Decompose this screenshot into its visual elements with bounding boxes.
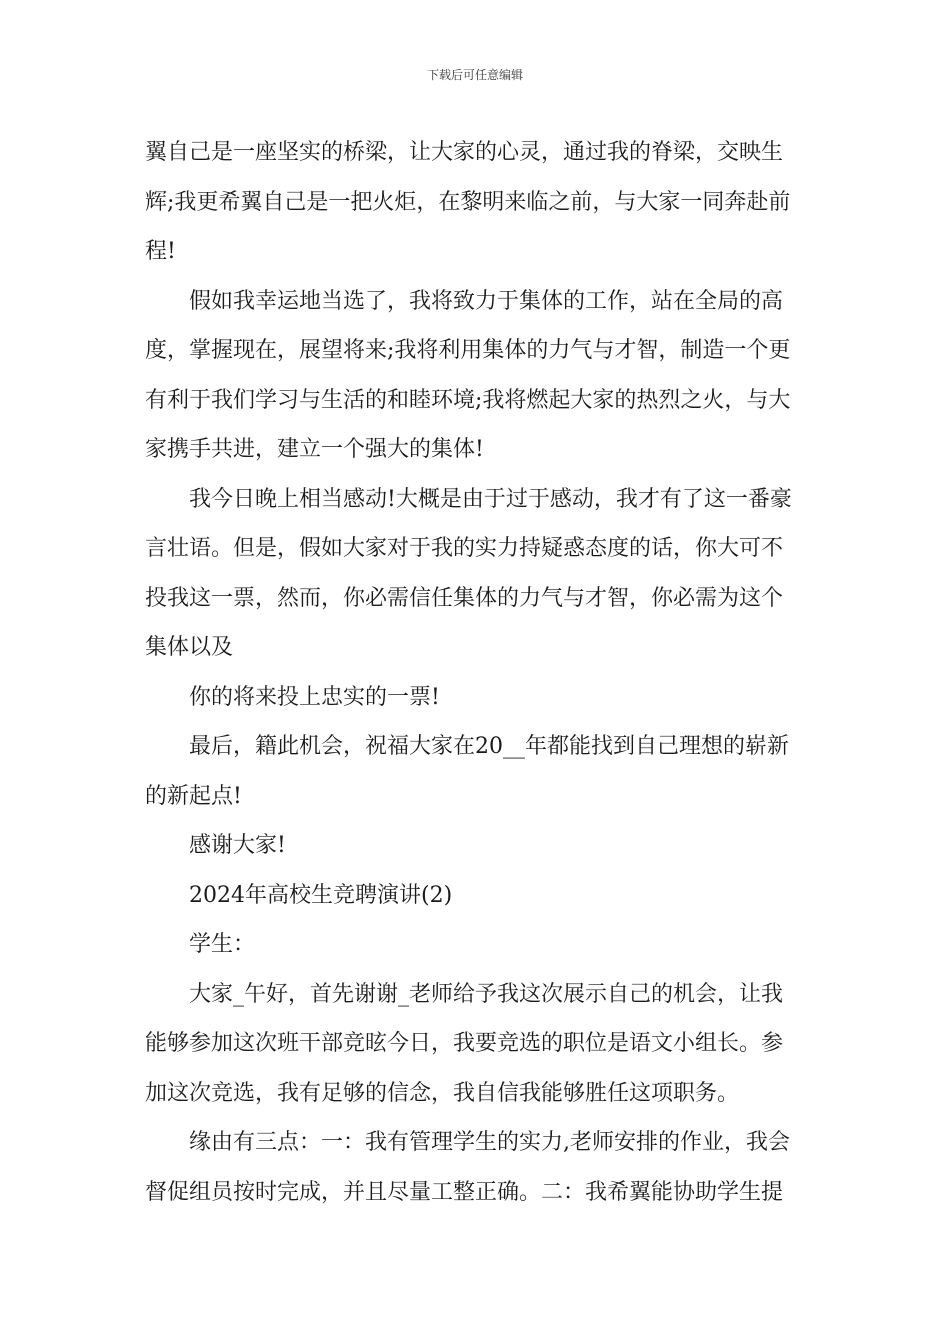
text-line: 言壮语。但是，假如大家对于我的实力持疑惑态度的话，你大可不 — [145, 536, 784, 561]
text-line: 程! — [145, 239, 176, 264]
text-line: 感谢大家! — [189, 833, 286, 858]
salutation — [145, 920, 807, 970]
text-line: 能够参加这次班干部竞昡今日，我要竞选的职位是语文小组长。参 — [145, 1031, 784, 1056]
text-line: 2024年高校生竞聘演讲(2) — [189, 882, 453, 908]
text-line: 的新起点! — [145, 783, 242, 809]
text-line: 假如我幸运地当选了，我将致力于集体的工作，站在全局的高 — [189, 288, 784, 314]
paragraph — [145, 277, 807, 475]
text-line: 家携手共进，建立一个强大的集体! — [145, 437, 484, 462]
paragraph — [145, 821, 807, 871]
paragraph — [145, 722, 807, 821]
document-body — [145, 128, 807, 1217]
text-line: 加这次竞选，我有足够的信念，我自信我能够胜任这项职务。 — [145, 1080, 740, 1106]
paragraph — [145, 1118, 807, 1217]
text-line: 我今日晚上相当感动!大概是由于过于感动，我才有了这一番豪 — [189, 486, 792, 512]
text-line: 集体以及 — [145, 635, 234, 660]
paragraph — [145, 673, 807, 723]
text-line: 度，掌握现在，展望将来;我将利用集体的力气与才智，制造一个更 — [145, 338, 791, 363]
text-line: 你的将来投上忠实的一票! — [189, 684, 440, 710]
text-line: 翼自己是一座坚实的桥梁，让大家的心灵，通过我的脊梁，交映生 — [145, 140, 784, 165]
text-line: 学生： — [189, 932, 256, 957]
text-line: 最后，籍此机会，祝福大家在20__年都能找到自己理想的崭新 — [189, 734, 789, 759]
paragraph — [145, 970, 807, 1119]
paragraph — [145, 128, 807, 277]
text-line: 督促组员按时完成，并且尽量工整正确。二：我希翼能协助学生提 — [145, 1179, 784, 1205]
paragraph — [145, 475, 807, 673]
text-line: 投我这一票，然而，你必需信任集体的力气与才智，你必需为这个 — [145, 585, 784, 611]
section-heading — [145, 871, 807, 921]
text-line: 辉;我更希翼自己是一把火炬，在黎明来临之前，与大家一同奔赴前 — [145, 189, 791, 215]
text-line: 大家_午好，首先谢谢_老师给予我这次展示自己的机会，让我 — [189, 981, 784, 1007]
text-line: 缘由有三点：一：我有管理学生的实力,老师安排的作业，我会 — [189, 1130, 790, 1155]
text-line: 有利于我们学习与生活的和睦环境;我将燃起大家的热烈之火，与大 — [145, 387, 791, 413]
page-header: 下载后可任意编辑 — [426, 68, 523, 82]
